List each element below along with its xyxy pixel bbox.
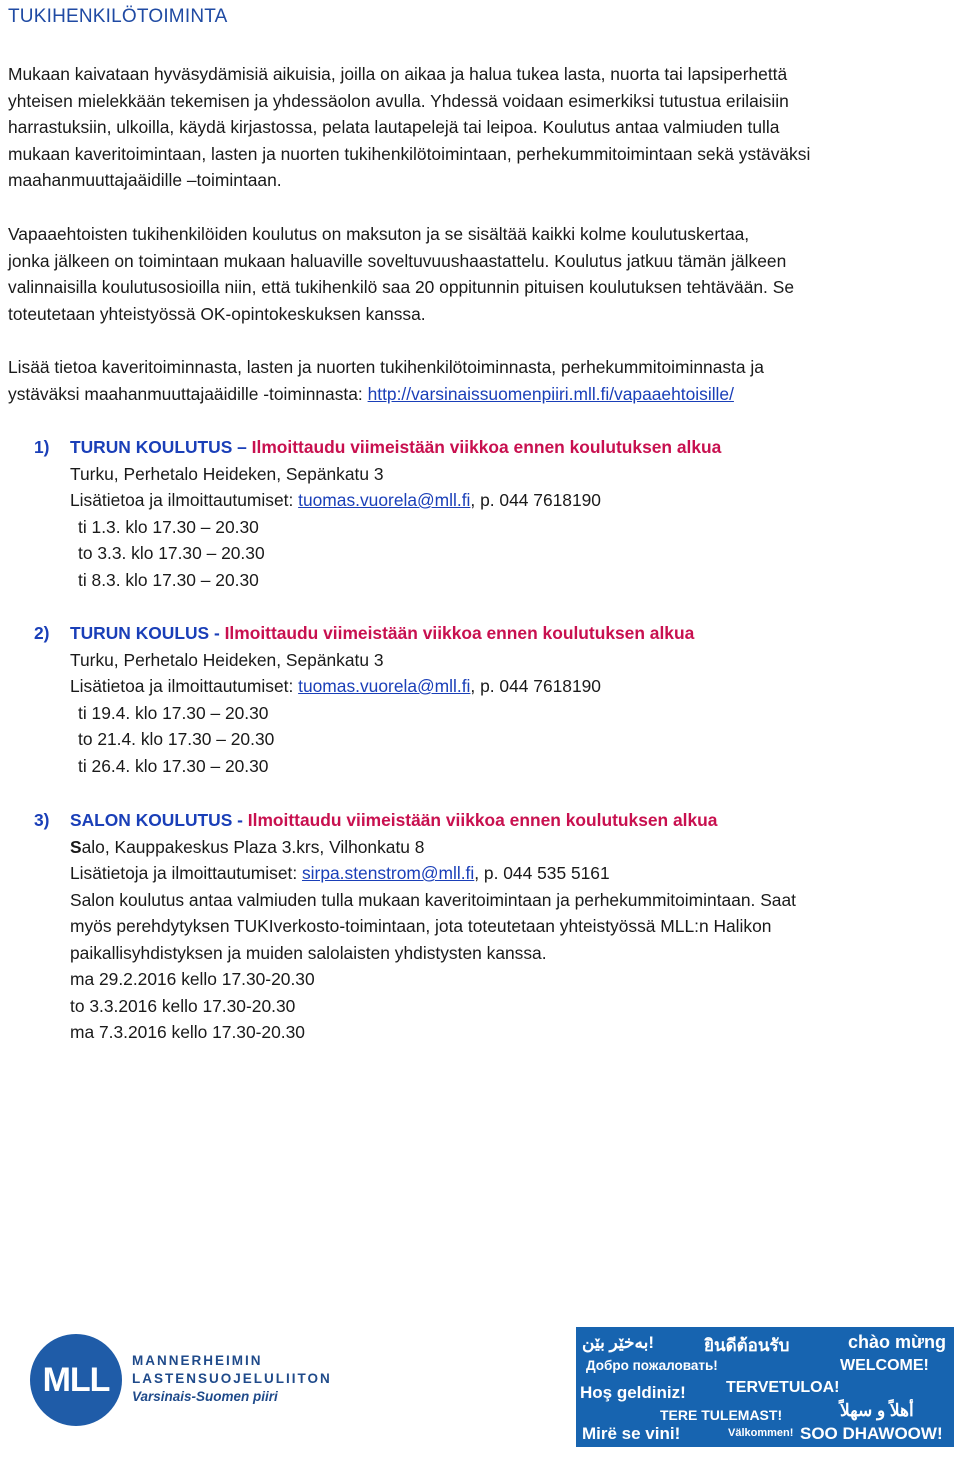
intro-line: harrastuksiin, ulkoilla, käydä kirjastossa, pelata lautapelejä tai leipoa. Koulutus antaa valmiuden tulla — [8, 117, 780, 137]
course-date: to 21.4. klo 17.30 – 20.30 — [78, 729, 275, 749]
page-title: TUKIHENKILÖTOIMINTA — [8, 6, 228, 27]
heading-separator: - — [209, 623, 225, 643]
intro-line: yhteisen mielekkään tekemisen ja yhdessäolon avulla. Yhdessä voidaan esimerkiksi tutustua erilaisiin — [8, 90, 789, 111]
intro-line: mukaan kaveritoimintaan, lasten ja nuorten tukihenkilötoimintaan, perhekummitoimintaan sekä ystäväksi — [8, 143, 811, 164]
course-description-line: Salon koulutus antaa valmiuden tulla mukaan kaveritoimintaan ja perhekummitoimintaan. Saat — [70, 889, 796, 910]
welcome-banner — [576, 1327, 954, 1447]
training-paragraph — [8, 221, 948, 327]
greeting-turkish: Hoş geldiniz! — [580, 1383, 686, 1402]
course-turku-2 — [34, 620, 934, 779]
greeting-estonian: TERE TULEMAST! — [660, 1407, 783, 1423]
registration-deadline: Ilmoittaudu viimeistään viikkoa ennen koulutuksen alkua — [251, 437, 722, 457]
registration-deadline: Ilmoittaudu viimeistään viikkoa ennen koulutuksen alkua — [247, 810, 718, 830]
course-date: ti 19.4. klo 17.30 – 20.30 — [78, 702, 269, 723]
contact-phone: , p. 044 7618190 — [470, 676, 601, 696]
greeting-vietnamese: chào mừng — [848, 1332, 947, 1352]
course-heading — [34, 620, 934, 647]
contact-label: Lisätietoja ja ilmoittautumiset: — [70, 863, 302, 883]
course-contact — [70, 673, 934, 700]
course-details — [70, 647, 934, 780]
intro-line: Mukaan kaivataan hyväsydämisiä aikuisia, joilla on aikaa ja halua tukea lasta, nuorta tai lapsiperhettä — [8, 64, 788, 84]
training-line: valinnaisilla koulutusosioilla niin, että tukihenkilö saa 20 oppitunnin pituisen koulutuksen tehtävään. Se — [8, 277, 794, 297]
more-info-line: Lisää tietoa kaveritoiminnasta, lasten ja nuorten tukihenkilötoiminnasta, perhekummitoiminnasta ja — [8, 357, 764, 377]
course-turku-1 — [34, 434, 934, 593]
course-name: TURUN KOULUTUS — [70, 437, 233, 457]
course-date: ma 7.3.2016 kello 17.30-20.30 — [70, 1022, 305, 1042]
place-text: alo, Kauppakeskus Plaza 3.krs, Vilhonkatu 8 — [81, 836, 425, 857]
mll-logo — [30, 1330, 332, 1430]
training-line: jonka jälkeen on toimintaan mukaan haluaville soveltuvuushaastattelu. Koulutus jatkuu tämän jälkeen — [8, 250, 787, 271]
intro-paragraph — [8, 61, 948, 194]
more-info-text: ystäväksi maahanmuuttajaäidille -toiminnasta: — [8, 383, 368, 404]
course-contact — [70, 487, 934, 514]
logo-line: MANNERHEIMIN — [132, 1353, 263, 1368]
course-date: to 3.3.2016 kello 17.30-20.30 — [70, 995, 296, 1016]
course-contact — [70, 860, 934, 887]
course-name: SALON KOULUTUS — [70, 810, 233, 830]
greeting-albanian: Mirë se vini! — [582, 1424, 681, 1443]
mll-logo-mark: MLL — [30, 1334, 122, 1426]
contact-phone: , p. 044 7618190 — [470, 490, 601, 510]
contact-phone: , p. 044 535 5161 — [474, 863, 610, 883]
course-date: ti 8.3. klo 17.30 – 20.30 — [78, 569, 259, 590]
contact-email-link[interactable]: tuomas.vuorela@mll.fi — [298, 676, 471, 696]
course-details — [70, 461, 934, 594]
greeting-finnish: TERVETULOA! — [726, 1379, 840, 1396]
greeting-swedish: Välkommen! — [728, 1427, 794, 1439]
course-description-line: paikallisyhdistyksen ja muiden salolaisten yhdistysten kanssa. — [70, 942, 547, 963]
course-date: ti 1.3. klo 17.30 – 20.30 — [78, 516, 259, 537]
course-heading — [34, 807, 934, 834]
intro-line: maahanmuuttajaäidille –toimintaan. — [8, 170, 282, 190]
contact-email-link[interactable]: tuomas.vuorela@mll.fi — [298, 490, 471, 510]
greeting-somali: SOO DHAWOOW! — [800, 1424, 943, 1443]
greeting-thai: ยินดีต้อนรับ — [704, 1336, 790, 1355]
training-line: toteutetaan yhteistyössä OK-opintokeskuksen kanssa. — [8, 303, 426, 324]
course-date: ma 29.2.2016 kello 17.30-20.30 — [70, 969, 315, 989]
registration-deadline: Ilmoittaudu viimeistään viikkoa ennen koulutuksen alkua — [224, 623, 695, 643]
course-name: TURUN KOULUS — [70, 623, 210, 643]
course-number: 3) — [34, 810, 50, 830]
course-date: to 3.3. klo 17.30 – 20.30 — [78, 543, 265, 563]
course-number: 2) — [34, 623, 50, 643]
logo-subtitle: Varsinais-Suomen piiri — [132, 1389, 278, 1404]
place-initial: S — [70, 836, 82, 857]
course-place: Turku, Perhetalo Heideken, Sepänkatu 3 — [70, 649, 384, 670]
heading-separator: - — [232, 810, 248, 830]
course-description-line: myös perehdytyksen TUKIverkosto-toimintaan, jota toteutetaan yhteistyössä MLL:n Halikon — [70, 916, 772, 936]
contact-label: Lisätietoa ja ilmoittautumiset: — [70, 676, 299, 696]
course-number: 1) — [34, 437, 50, 457]
greeting-russian: Добро пожаловать! — [586, 1358, 718, 1373]
heading-separator: – — [232, 437, 252, 457]
contact-label: Lisätietoa ja ilmoittautumiset: — [70, 490, 299, 510]
course-date: ti 26.4. klo 17.30 – 20.30 — [78, 755, 269, 776]
training-line: Vapaaehtoisten tukihenkilöiden koulutus on maksuton ja se sisältää kaikki kolme koulutuskertaa, — [8, 224, 750, 244]
more-info-paragraph — [8, 354, 948, 407]
more-info-line — [8, 381, 948, 408]
course-place — [70, 834, 934, 861]
course-place: Turku, Perhetalo Heideken, Sepänkatu 3 — [70, 463, 384, 484]
greeting-english: WELCOME! — [840, 1357, 929, 1374]
course-heading — [34, 434, 934, 461]
mll-logo-text — [132, 1352, 332, 1406]
course-salo — [34, 807, 934, 1046]
greeting-arabic: أهلاً و سهلاً — [840, 1401, 914, 1420]
contact-email-link[interactable]: sirpa.stenstrom@mll.fi — [301, 863, 475, 883]
course-details — [70, 834, 934, 1046]
logo-line: LASTENSUOJELULIITON — [132, 1371, 332, 1386]
volunteer-page-link[interactable]: http://varsinaissuomenpiiri.mll.fi/vapaaehtoisille/ — [367, 383, 734, 404]
greeting-kurdish: بەخێر بێن! — [582, 1333, 655, 1352]
